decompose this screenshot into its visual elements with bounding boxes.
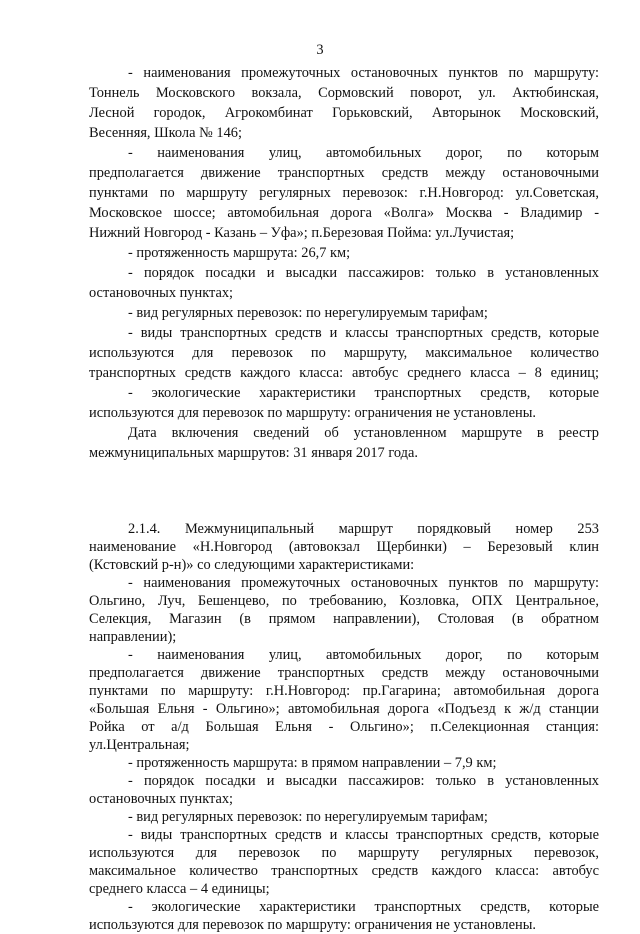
text-line: - наименования промежуточных остановочных пунктов по маршруту:: [128, 65, 599, 81]
text-line: используются для перевозок по маршруту регулярных перевозок,: [89, 845, 599, 861]
text-line: пунктами по маршруту регулярных перевозок: г.Н.Новгород: ул.Советская,: [89, 185, 599, 201]
text-line: остановочных пунктах;: [89, 285, 234, 301]
text-line: Нижний Новгород - Казань – Уфа»; п.Березовая Пойма: ул.Лучистая;: [89, 225, 515, 241]
text-line: Московское шоссе; автомобильная дорога «Волга» Москва - Владимир -: [89, 205, 599, 221]
text-line: остановочных пунктах;: [89, 791, 234, 807]
section-heading: 2.1.4. Межмуниципальный маршрут порядковый номер 253: [128, 521, 599, 537]
text-line: - экологические характеристики транспортных средств, которые: [128, 385, 599, 401]
text-line: Весенняя, Школа № 146;: [89, 125, 242, 141]
text-line: используются для перевозок по маршруту: ограничения не установлены.: [89, 405, 536, 421]
text-line: - виды транспортных средств и классы транспортных средств, которые: [128, 827, 599, 843]
text-line: Лесной городок, Агрокомбинат Горьковский, Авторынок Московский,: [89, 105, 599, 121]
text-line: - порядок посадки и высадки пассажиров: только в установленных: [128, 773, 599, 789]
text-line: предполагается движение транспортных средств между остановочными: [89, 665, 599, 681]
text-line: - наименования улиц, автомобильных дорог, по которым: [128, 647, 599, 663]
text-line: - протяженность маршрута: 26,7 км;: [128, 245, 351, 261]
text-line: - протяженность маршрута: в прямом направлении – 7,9 км;: [128, 755, 497, 771]
text-line: транспортных средств каждого класса: автобус среднего класса – 8 единиц;: [89, 365, 599, 381]
text-line: - наименования промежуточных остановочных пунктов по маршруту:: [128, 575, 599, 591]
text-line: (Кстовский р-н)» со следующими характеристиками:: [89, 557, 415, 573]
text-line: Ройка от а/д Большая Ельня - Ольгино»; п.Селекционная станция:: [89, 719, 599, 735]
text-line: - вид регулярных перевозок: по нерегулируемым тарифам;: [128, 809, 488, 825]
text-line: - вид регулярных перевозок: по нерегулируемым тарифам;: [128, 305, 488, 321]
text-line: Селекция, Магазин (в прямом направлении), Столовая (в обратном: [89, 611, 599, 627]
text-line: - экологические характеристики транспортных средств, которые: [128, 899, 599, 915]
text-line: межмуниципальных маршрутов: 31 января 2017 года.: [89, 445, 418, 461]
text-line: предполагается движение транспортных средств между остановочными: [89, 165, 599, 181]
text-line: «Большая Ельня - Ольгино»; автомобильная дорога «Подъезд к ж/д станции: [89, 701, 599, 717]
text-line: ул.Центральная;: [89, 737, 190, 753]
text-line: - виды транспортных средств и классы транспортных средств, которые: [128, 325, 599, 341]
text-line: направлении);: [89, 629, 177, 645]
text-line: максимальное количество транспортных средств каждого класса: автобус: [89, 863, 599, 879]
text-line: среднего класса – 4 единицы;: [89, 881, 270, 897]
text-line: Тоннель Московского вокзала, Сормовский поворот, ул. Актюбинская,: [89, 85, 599, 101]
text-line: Дата включения сведений об установленном маршруте в реестр: [128, 425, 599, 441]
text-line: наименование «Н.Новгород (автовокзал Щербинки) – Березовый клин: [89, 539, 599, 555]
text-line: - порядок посадки и высадки пассажиров: только в установленных: [128, 265, 599, 281]
text-line: - наименования улиц, автомобильных дорог, по которым: [128, 145, 599, 161]
text-line: используются для перевозок по маршруту, максимальное количество: [89, 345, 599, 361]
text-line: Ольгино, Луч, Бешенцево, по требованию, Козловка, ОПХ Центральное,: [89, 593, 599, 609]
page-number: 3: [316, 42, 324, 58]
text-line: используются для перевозок по маршруту: ограничения не установлены.: [89, 917, 536, 933]
text-line: пунктами по маршруту: г.Н.Новгород: пр.Гагарина; автомобильная дорога: [89, 683, 599, 699]
